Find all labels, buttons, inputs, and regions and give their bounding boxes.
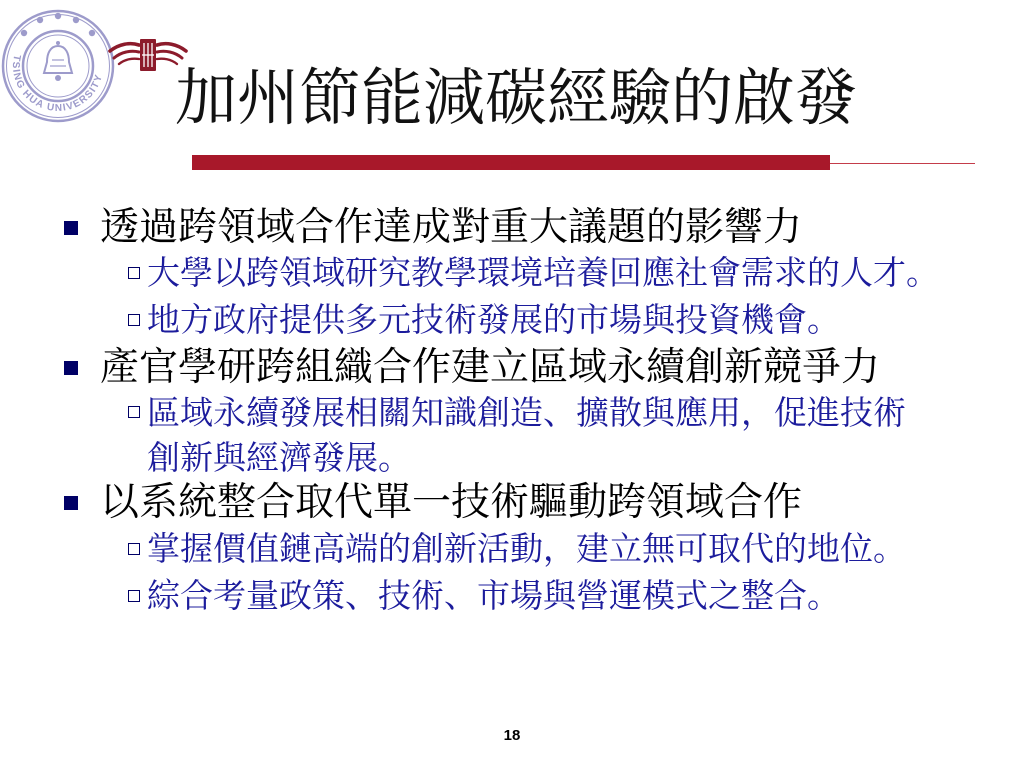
emblem-center-block	[140, 39, 156, 71]
filled-square-bullet-icon	[64, 361, 78, 375]
bullet-item	[100, 205, 803, 250]
emblem-left-wing	[110, 44, 139, 64]
sub-bullet-item	[147, 390, 919, 480]
bullet-item	[100, 345, 881, 390]
sub-bullet-text: 地方政府提供多元技術發展的市場與投資機會。	[147, 300, 840, 339]
seal-lettering-path: TSING HUA UNIVERSITY	[9, 53, 106, 115]
hollow-square-bullet-icon	[128, 406, 140, 418]
bullet-text: 透過跨領域合作達成對重大議題的影響力	[100, 205, 803, 250]
page-number: 18	[503, 727, 521, 744]
tsing-hua-university-seal-icon	[0, 0, 120, 132]
bullet-text: 產官學研跨組織合作建立區域永續創新競爭力	[100, 345, 881, 390]
sub-bullet-item	[147, 529, 906, 568]
bullet-item	[100, 480, 803, 525]
sub-bullet-text: 區域永續發展相關知識創造、擴散與應用，促進技術創新與經濟發展。	[147, 393, 906, 477]
sub-bullet-text: 掌握價值鏈高端的創新活動，建立無可取代的地位。	[147, 529, 906, 568]
bullet-text: 以系統整合取代單一技術驅動跨領域合作	[100, 480, 803, 525]
filled-square-bullet-icon	[64, 221, 78, 235]
sub-bullet-text: 大學以跨領域研究教學環境培養回應社會需求的人才。	[147, 253, 939, 292]
hollow-square-bullet-icon	[128, 590, 140, 602]
hollow-square-bullet-icon	[128, 314, 140, 326]
hollow-square-bullet-icon	[128, 267, 140, 279]
hollow-square-bullet-icon	[128, 543, 140, 555]
sub-bullet-text: 綜合考量政策、技術、市場與營運模式之整合。	[147, 576, 840, 615]
seal-center-bell	[44, 41, 72, 81]
sub-bullet-item	[147, 576, 840, 615]
sub-bullet-item	[147, 253, 939, 292]
slide-title: 加州節能減碳經驗的啟發	[175, 65, 858, 133]
emblem-right-wing	[157, 44, 186, 64]
sub-bullet-item	[147, 300, 840, 339]
filled-square-bullet-icon	[64, 496, 78, 510]
title-thick-rule	[192, 155, 830, 170]
